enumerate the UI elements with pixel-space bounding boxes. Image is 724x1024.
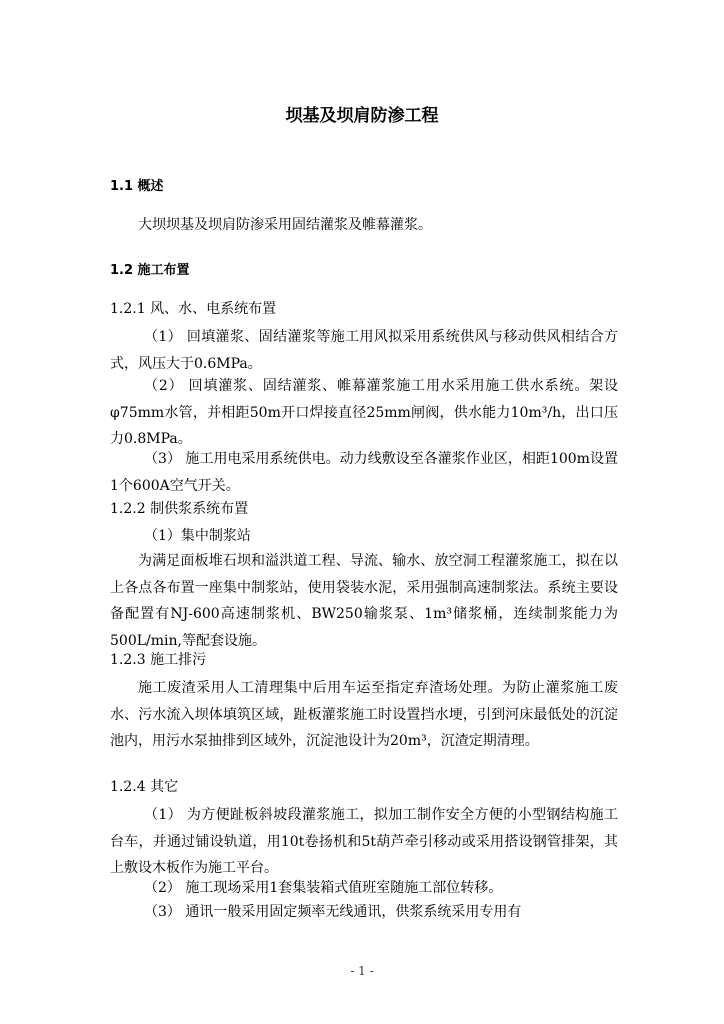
section-heading-layout: 1.2 施工布置: [110, 263, 190, 278]
subsection-heading-other: 1.2.4 其它: [110, 779, 179, 795]
utilities-paragraph-3: （3） 施工用电采用系统供电。动力线敷设至各灌浆作业区，相距100m设置1个600A空气开关。: [110, 451, 618, 494]
subsection-heading-drainage: 1.2.3 施工排污: [110, 652, 207, 668]
subsection-heading-grout-system: 1.2.2 制供浆系统布置: [110, 501, 249, 517]
other-paragraph-2: （2） 施工现场采用1套集装箱式值班室随施工部位转移。: [144, 880, 503, 896]
section-heading-overview: 1.1 概述: [110, 179, 164, 194]
utilities-paragraph-2: （2） 回填灌浆、固结灌浆、帷幕灌浆施工用水采用施工供水系统。架设 φ75mm水管，并相距50m开口焊接直径25mm闸阀，供水能力10m³/h，出口压力0.8MPa。: [110, 378, 618, 447]
page-number: - 1 -: [350, 964, 374, 978]
overview-paragraph: 大坝坝基及坝肩防渗采用固结灌浆及帷幕灌浆。: [138, 217, 432, 233]
other-paragraph-1: （1） 为方便趾板斜坡段灌浆施工，拟加工制作安全方便的小型钢结构施工台车，并通过铺设轨道，用10t卷扬机和5t葫芦牵引移动或采用搭设钢管排架，其上敷设木板作为施工平台。: [110, 807, 618, 876]
subsection-heading-utilities: 1.2.1 风、水、电系统布置: [110, 301, 277, 317]
grout-station-subheading: （1）集中制浆站: [144, 528, 251, 544]
page-title: 坝基及坝肩防渗工程: [285, 106, 439, 126]
utilities-paragraph-1: （1） 回填灌浆、固结灌浆等施工用风拟采用系统供风与移动供风相结合方式，风压大于0.6MPa。: [110, 329, 618, 372]
drainage-paragraph: 施工废渣采用人工清理集中后用车运至指定弃渣场处理。为防止灌浆施工废水、污水流入坝体填筑区域，趾板灌浆施工时设置挡水埂，引到河床最低处的沉淀池内，用污水泵抽排到区域外，沉淀池设计为20m³，沉渣定期清理。: [110, 680, 618, 749]
other-paragraph-3: （3） 通讯一般采用固定频率无线通讯，供浆系统采用专用有: [144, 904, 522, 920]
grout-system-paragraph: 为满足面板堆石坝和溢洪道工程、导流、输水、放空洞工程灌浆施工，拟在以上各点各布置一座集中制浆站，使用袋装水泥，采用强制高速制浆法。系统主要设备配置有NJ-600高速制浆机、BW250输浆泵、1m³储浆桶，连续制浆能力为500L/min,等配套设施。: [110, 553, 618, 649]
